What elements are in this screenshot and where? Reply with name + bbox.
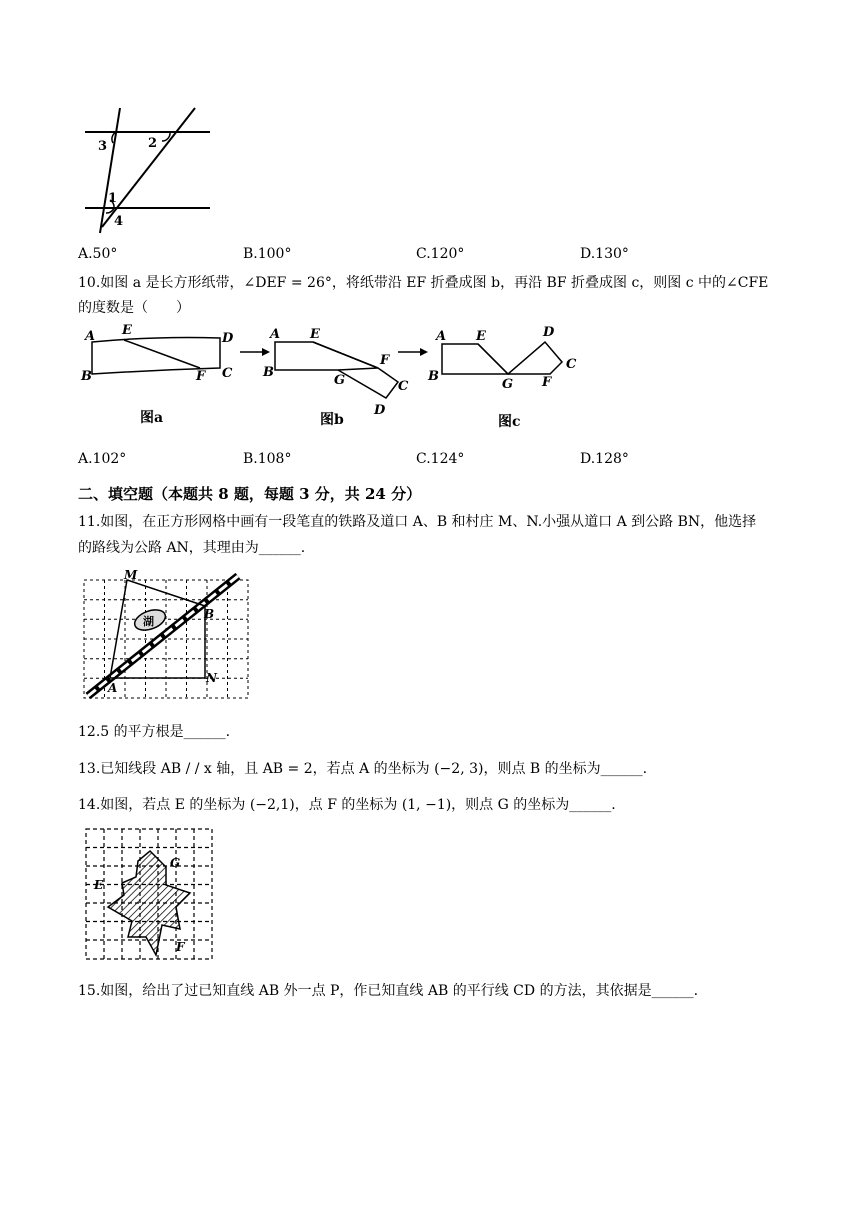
q10c-label-e: E xyxy=(476,329,486,344)
q14-label-g: G xyxy=(170,856,181,870)
q14-label-e: E xyxy=(94,878,104,892)
q9-label-4: 4 xyxy=(114,214,124,229)
q10b-label-e: E xyxy=(310,327,320,342)
q9-option-b: B.100° xyxy=(243,246,292,262)
q11-label-n: N xyxy=(206,671,217,685)
q9-label-2: 2 xyxy=(148,136,158,151)
q10a-label-c: C xyxy=(222,366,233,381)
q14-figure xyxy=(80,825,220,965)
q9-label-3: 3 xyxy=(98,139,108,154)
q9-option-d: D.130° xyxy=(580,246,629,262)
q10a-label-f: F xyxy=(196,369,206,384)
q14-label-f: F xyxy=(176,940,185,954)
q10-option-c: C.124° xyxy=(416,451,465,467)
q10c-label-f: F xyxy=(542,375,552,390)
q10c-label-a: A xyxy=(436,329,447,344)
q13-text: 13.已知线段 AB / / x 轴，且 AB = 2，若点 A 的坐标为 (−2, 3)，则点 B 的坐标为______. xyxy=(78,761,648,777)
q10-text-line1: 10.如图 a 是长方形纸带，∠DEF = 26°，将纸带沿 EF 折叠成图 b，再沿 BF 折叠成图 c，则图 c 中的∠CFE xyxy=(78,275,769,291)
q10-option-a: A.102° xyxy=(78,451,127,467)
q10c-label-c: C xyxy=(566,357,577,372)
q11-text-line1: 11.如图，在正方形网格中画有一段笔直的铁路及道口 A、B 和村庄 M、N.小强从道口 A 到公路 BN，他选择 xyxy=(78,514,757,530)
q10b-label-f: F xyxy=(380,353,390,368)
q10b-label-c: C xyxy=(398,379,409,394)
q10a-label-d: D xyxy=(222,331,234,346)
q14-text: 14.如图，若点 E 的坐标为 (−2,1)，点 F 的坐标为 (1, −1)，则点 G 的坐标为______. xyxy=(78,797,616,813)
q11-label-lake: 湖 xyxy=(143,615,154,628)
q10c-label-g: G xyxy=(502,377,514,392)
q10-figures xyxy=(80,322,590,434)
q10a-label-e: E xyxy=(122,323,132,338)
q10-caption-a: 图a xyxy=(140,410,164,426)
q11-label-b: B xyxy=(204,607,215,621)
q10b-label-a: A xyxy=(270,327,281,342)
q9-option-a: A.50° xyxy=(78,246,118,262)
q10b-label-b: B xyxy=(263,365,274,380)
q10-caption-c: 图c xyxy=(498,414,521,430)
q10c-label-b: B xyxy=(428,369,439,384)
q11-label-a: A xyxy=(108,681,118,695)
q11-text-line2: 的路线为公路 AN，其理由为______. xyxy=(78,540,306,556)
q10a-label-b: B xyxy=(81,369,92,384)
q11-figure xyxy=(80,568,255,703)
q10-text-line2: 的度数是（ ） xyxy=(78,300,190,316)
q9-label-1: 1 xyxy=(108,191,118,206)
q10-caption-b: 图b xyxy=(320,412,344,428)
section-heading: 二、填空题（本题共 8 题，每题 3 分，共 24 分） xyxy=(78,485,422,503)
q15-text: 15.如图，给出了过已知直线 AB 外一点 P，作已知直线 AB 的平行线 CD 的方法，其依据是______. xyxy=(78,983,699,999)
q12-text: 12.5 的平方根是______. xyxy=(78,724,231,740)
q9-figure xyxy=(80,105,215,235)
q10c-label-d: D xyxy=(543,325,555,340)
q10-option-b: B.108° xyxy=(243,451,292,467)
q9-option-c: C.120° xyxy=(416,246,465,262)
q10b-label-d: D xyxy=(374,403,386,418)
q10b-label-g: G xyxy=(334,373,346,388)
q10a-label-a: A xyxy=(85,329,96,344)
q10-option-d: D.128° xyxy=(580,451,629,467)
q11-label-m: M xyxy=(124,568,138,582)
